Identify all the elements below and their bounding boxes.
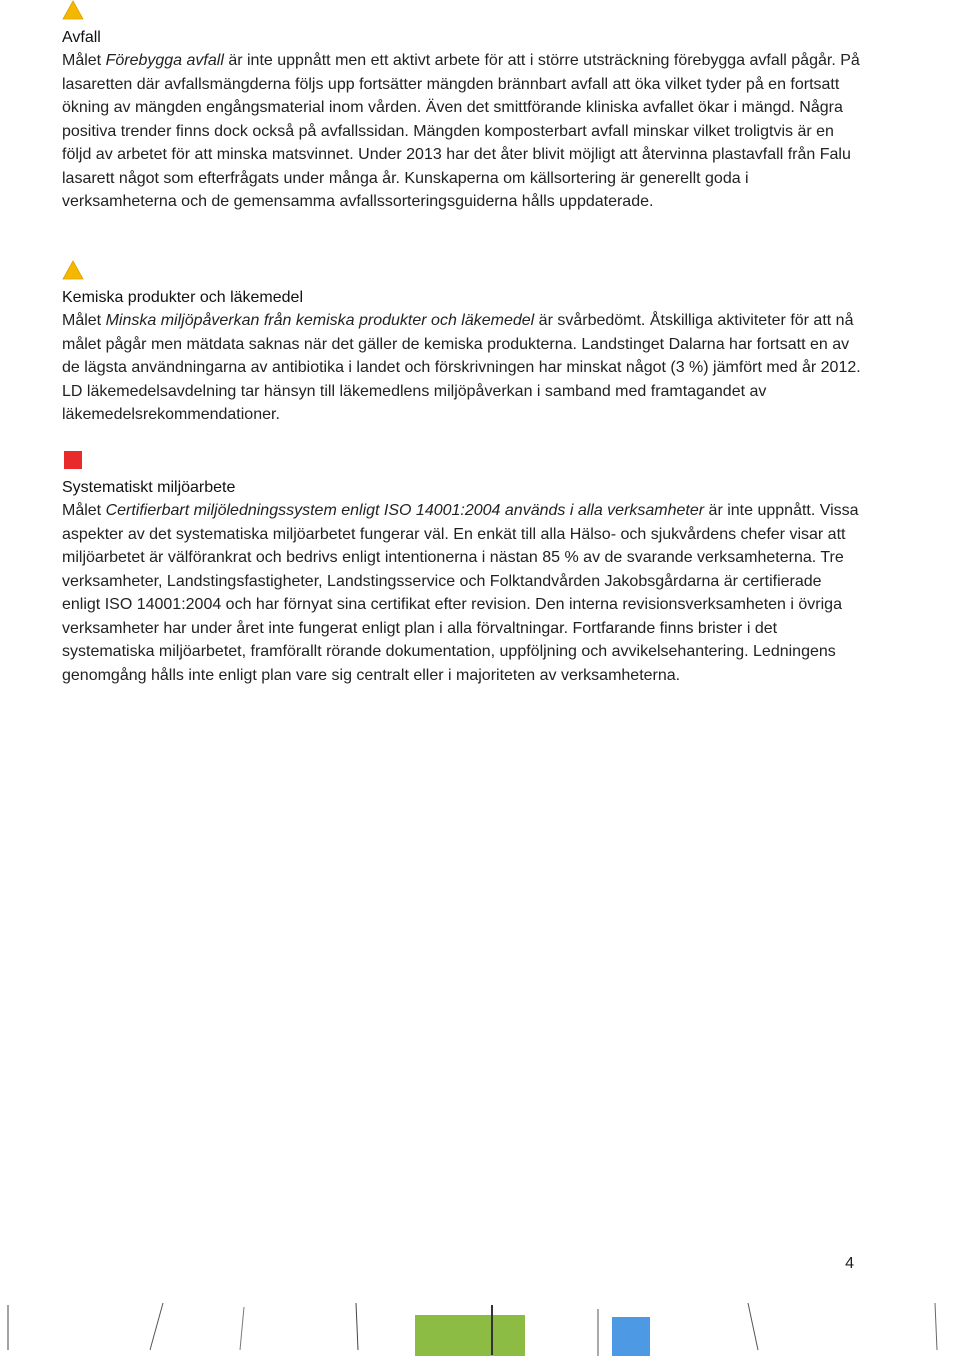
warning-triangle-icon [62, 260, 84, 280]
red-square-icon [62, 450, 84, 470]
warning-triangle-icon [62, 0, 84, 20]
section-systematiskt-miljoarbete [62, 450, 862, 687]
scan-artifact-strip [0, 1295, 960, 1356]
section-heading: Avfall [62, 29, 101, 46]
section-body: Målet Certifierbart miljöledningssystem enligt ISO 14001:2004 används i alla verksamheter är inte uppnått. Vissa aspekter av det systematiska miljöarbetet fungerar väl. En enkät till alla Hälso- och sjukvårdens chefer visar att miljöarbetet är välförankrat och bedrivs enligt intentionerna i nästan 85 % av de svarande verksamheterna. Tre verksamheter, Landstingsfastigheter, Landstingsservice och Folktandvården Jakobsgårdarna är certifierade enligt ISO 14001:2004 och har förnyat sina certifikat efter revision. Den interna revisionsverksamheten i övriga verksamheter har under året inte fungerat enligt plan i alla förvaltningar. Fortfarande finns brister i det systematiska miljöarbetet, framförallt rörande dokumentation, uppföljning och avvikelsehantering. Ledningens genomgång hålls inte enligt plan vare sig centralt eller i majoriteten av verksamheterna. [62, 502, 859, 684]
section-body: Målet Minska miljöpåverkan från kemiska produkter och läkemedel är svårbedömt. Åtskilliga aktiviteter för att nå målet pågår men mätdata saknas när det gäller de kemiska produkterna. Landstinget Dalarna har fortsatt en av de lägsta användningarna av antibiotika i landet och förskrivningen har minskat något (3 %) jämfört med år 2012. LD läkemedelsavdelning tar hänsyn till läkemedlens miljöpåverkan i samband med framtagandet av läkemedelsrekommendationer. [62, 312, 861, 423]
section-heading: Systematiskt miljöarbete [62, 479, 236, 496]
section-heading: Kemiska produkter och läkemedel [62, 289, 304, 306]
page-number: 4 [845, 1255, 854, 1272]
section-avfall [62, 0, 862, 214]
section-kemiska-produkter [62, 260, 862, 427]
section-body: Målet Förebygga avfall är inte uppnått men ett aktivt arbete för att i större utsträckning förebygga avfall pågår. På lasaretten där avfallsmängderna följs upp fortsätter mängden brännbart avfall att öka vilket tyder på en fortsatt ökning av mängden engångsmaterial inom vården. Även det smittförande kliniska avfallet ökar i mängd. Några positiva trender finns dock också på avfallssidan. Mängden komposterbart avfall minskar vilket troligtvis är en följd av arbetet för att minska matsvinnet. Under 2013 har det åter blivit möjligt att återvinna plastavfall från Falu lasarett något som efterfrågats under många år. Kunskaperna om källsortering är generellt goda i verksamheterna och de gemensamma avfallssorteringsguiderna hålls uppdaterade. [62, 52, 860, 210]
